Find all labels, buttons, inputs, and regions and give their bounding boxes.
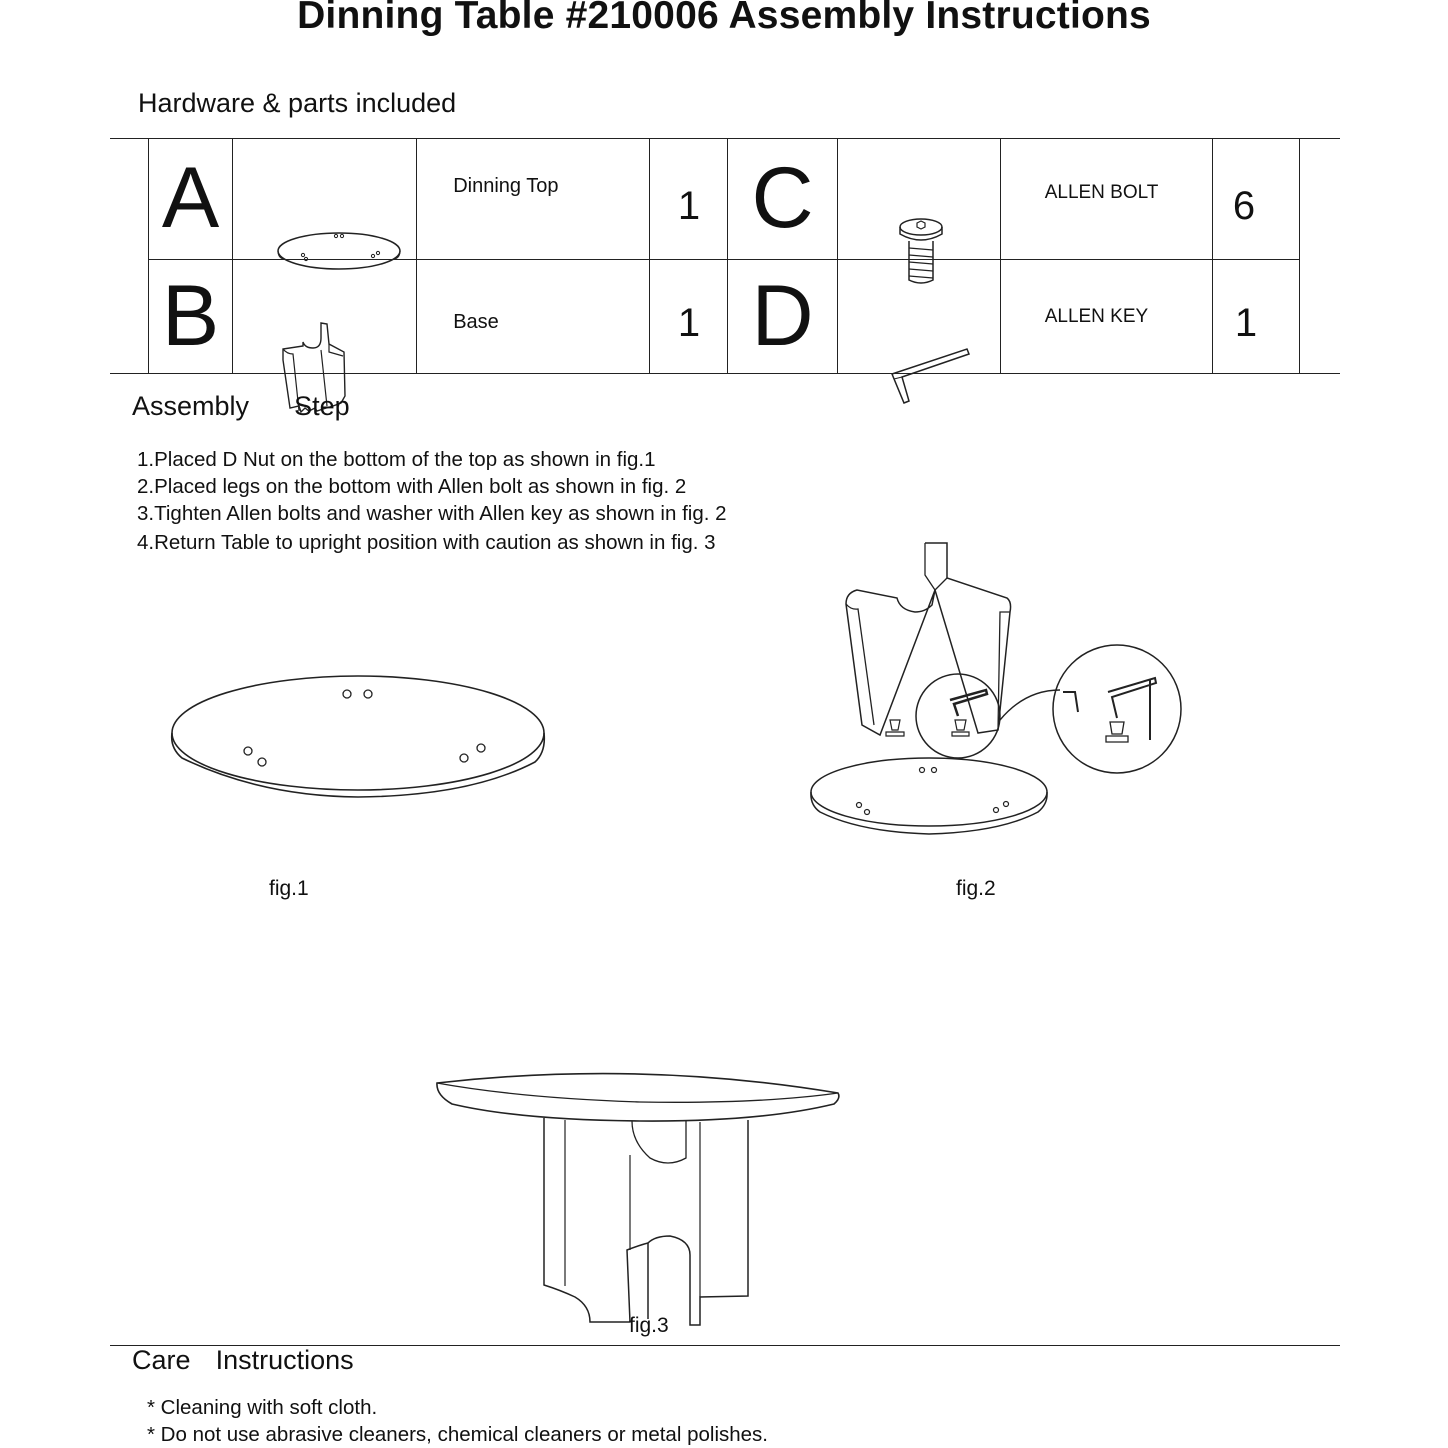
part-qty: 1: [650, 259, 728, 373]
care-heading-word1: Care: [132, 1345, 191, 1375]
part-letter: B: [149, 259, 233, 373]
part-name: ALLEN BOLT: [1000, 138, 1212, 259]
care-heading-word2: Instructions: [215, 1345, 354, 1375]
assembly-heading-word2: Step: [294, 391, 350, 421]
fig1-label: fig.1: [269, 877, 309, 900]
step-item: 3.Tighten Allen bolts and washer with Allen key as shown in fig. 2: [137, 502, 727, 525]
fig2-label: fig.2: [956, 877, 996, 900]
hardware-heading: Hardware & parts included: [138, 88, 457, 118]
fig3-label: fig.3: [629, 1314, 669, 1337]
step-item: 1.Placed D Nut on the bottom of the top as shown in fig.1: [137, 448, 656, 471]
page-title: Dinning Table #210006 Assembly Instructions: [297, 0, 1151, 37]
part-letter: D: [728, 259, 837, 373]
step-item: 2.Placed legs on the bottom with Allen bolt as shown in fig. 2: [137, 475, 687, 498]
part-letter: A: [149, 138, 233, 259]
part-qty: 6: [1212, 138, 1299, 259]
part-qty: 1: [650, 138, 728, 259]
step-item: 4.Return Table to upright position with caution as shown in fig. 3: [137, 531, 716, 554]
care-list: [147, 1394, 768, 1448]
care-item: * Cleaning with soft cloth.: [147, 1396, 378, 1419]
part-letter: C: [728, 138, 837, 259]
part-name: Dinning Top: [417, 138, 650, 259]
care-item: * Do not use abrasive cleaners, chemical cleaners or metal polishes.: [147, 1423, 768, 1446]
part-name: ALLEN KEY: [1000, 259, 1212, 373]
part-qty: 1: [1212, 259, 1299, 373]
part-name: Base: [417, 259, 650, 373]
care-heading: [132, 1345, 354, 1376]
assembly-heading-word1: Assembly: [132, 391, 250, 421]
